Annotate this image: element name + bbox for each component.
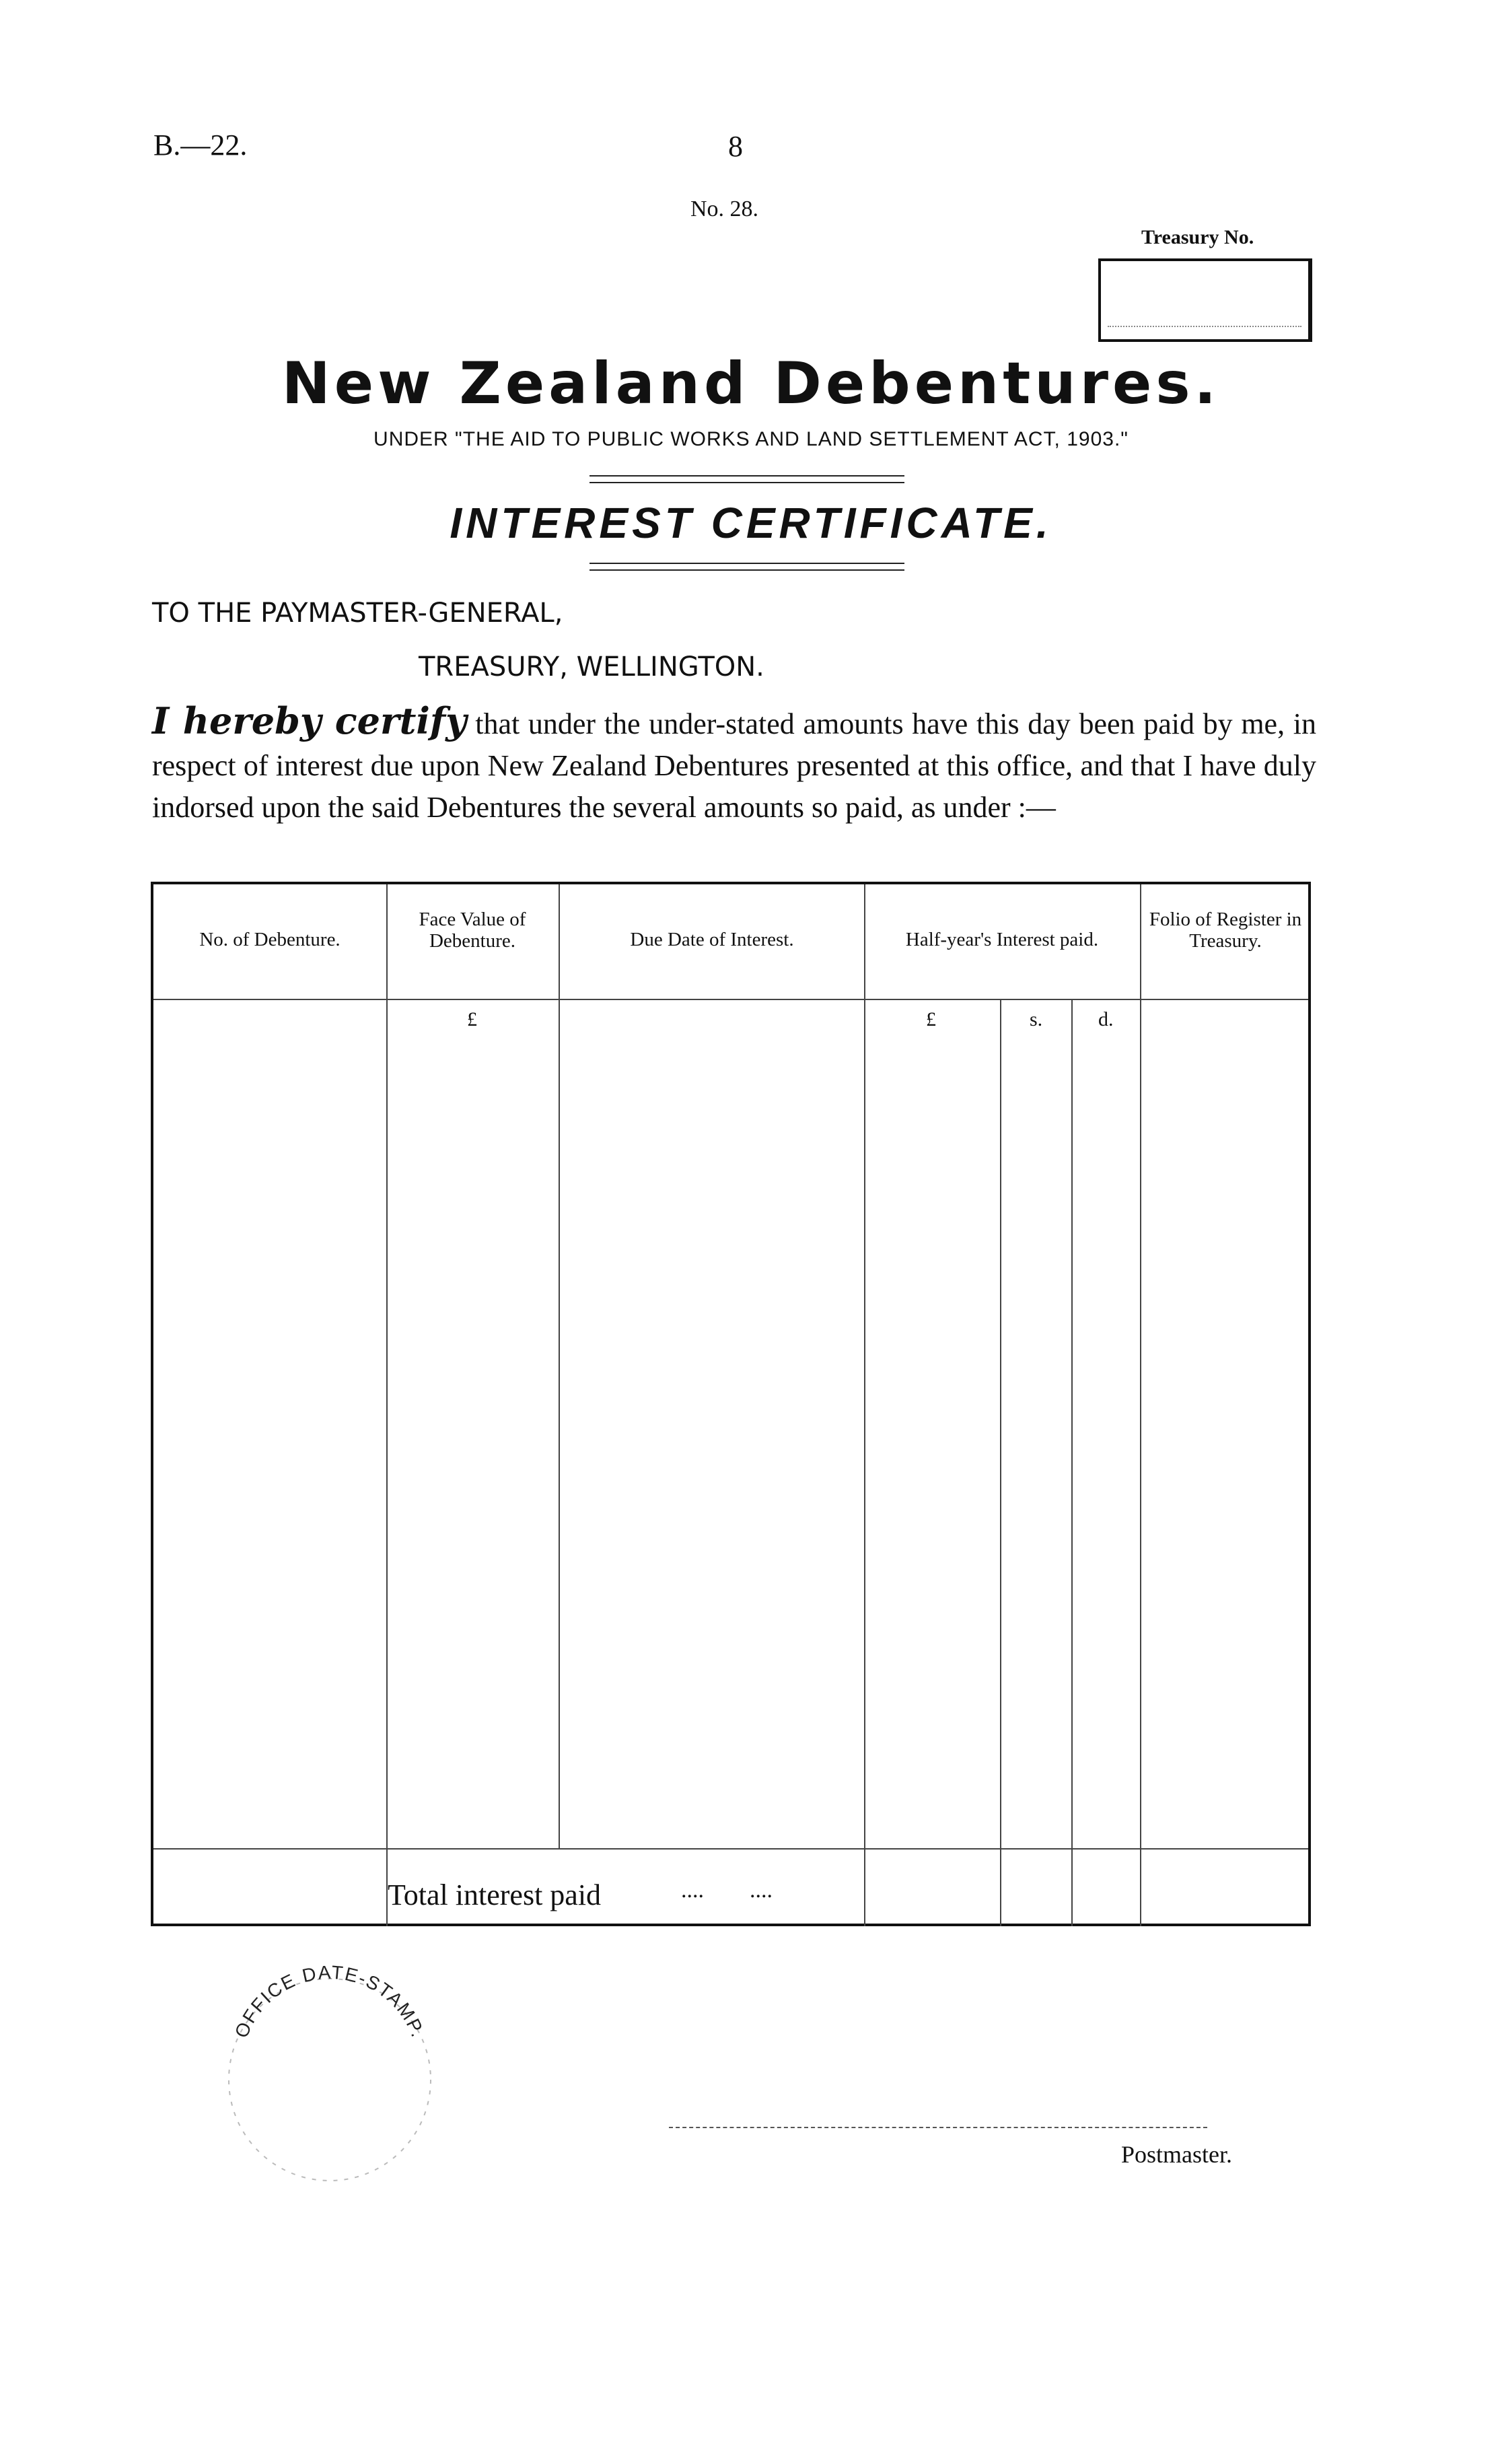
stamp-label: OFFICE DATE-STAMP. — [230, 1961, 429, 2041]
page-number: 8 — [728, 130, 743, 163]
treasury-number-dotted-line — [1108, 326, 1301, 327]
total-interest-label: Total interest paid — [388, 1878, 602, 1911]
table-header-rule — [153, 999, 1308, 1000]
column-divider — [864, 884, 865, 1926]
column-header-interest-paid: Half-year's Interest paid. — [905, 929, 1099, 950]
treasury-number-label: Treasury No. — [1141, 226, 1254, 248]
column-header-debenture-no: No. of Debenture. — [199, 929, 341, 950]
total-interest-leaders: .... .... — [681, 1878, 773, 1903]
office-date-stamp — [202, 1938, 458, 2194]
shillings-column-label: s. — [1030, 1008, 1043, 1030]
column-header-due-date: Due Date of Interest. — [630, 929, 794, 950]
address-line-1: TO THE PAYMASTER-GENERAL, — [152, 598, 563, 629]
form-number: No. 28. — [690, 197, 759, 221]
certificate-heading: INTEREST CERTIFICATE. — [450, 499, 1052, 547]
postmaster-label: Postmaster. — [1121, 2141, 1233, 2168]
column-divider — [1140, 884, 1141, 1926]
certification-lead: I hereby certify — [152, 699, 467, 742]
pence-column-label: d. — [1098, 1008, 1114, 1030]
title-rule-bottom — [589, 482, 904, 483]
table-total-rule — [153, 1848, 1308, 1850]
column-header-folio: Folio of Register in Treasury. — [1149, 909, 1302, 952]
face-value-pound-sign: £ — [467, 1008, 477, 1030]
heading-rule-top — [589, 563, 904, 564]
column-header-face-value: Face Value of Debenture. — [419, 909, 526, 952]
column-divider — [559, 884, 560, 1848]
document-title: New Zealand Debentures. — [281, 350, 1221, 417]
title-rule-top — [589, 475, 904, 477]
certification-body: that under the under-stated amounts have this day been paid by me, in respect of interest due upon New Zealand Debentures presented at this office, and that I have duly indorsed upon the said Debentures the several amounts so paid, as under :— — [152, 707, 1316, 824]
treasury-number-box[interactable] — [1098, 258, 1312, 342]
heading-rule-bottom — [589, 569, 904, 571]
document-reference: B.—22. — [153, 129, 248, 162]
address-line-2: TREASURY, WELLINGTON. — [419, 652, 764, 682]
column-divider — [1000, 999, 1001, 1926]
interest-table — [151, 882, 1311, 1926]
document-subtitle: UNDER "THE AID TO PUBLIC WORKS AND LAND SETTLEMENT ACT, 1903." — [373, 428, 1129, 450]
column-divider — [1071, 999, 1073, 1926]
pounds-column-label: £ — [926, 1008, 936, 1030]
signature-line[interactable] — [669, 2127, 1207, 2128]
certification-paragraph — [152, 700, 1316, 829]
column-divider — [386, 884, 388, 1926]
